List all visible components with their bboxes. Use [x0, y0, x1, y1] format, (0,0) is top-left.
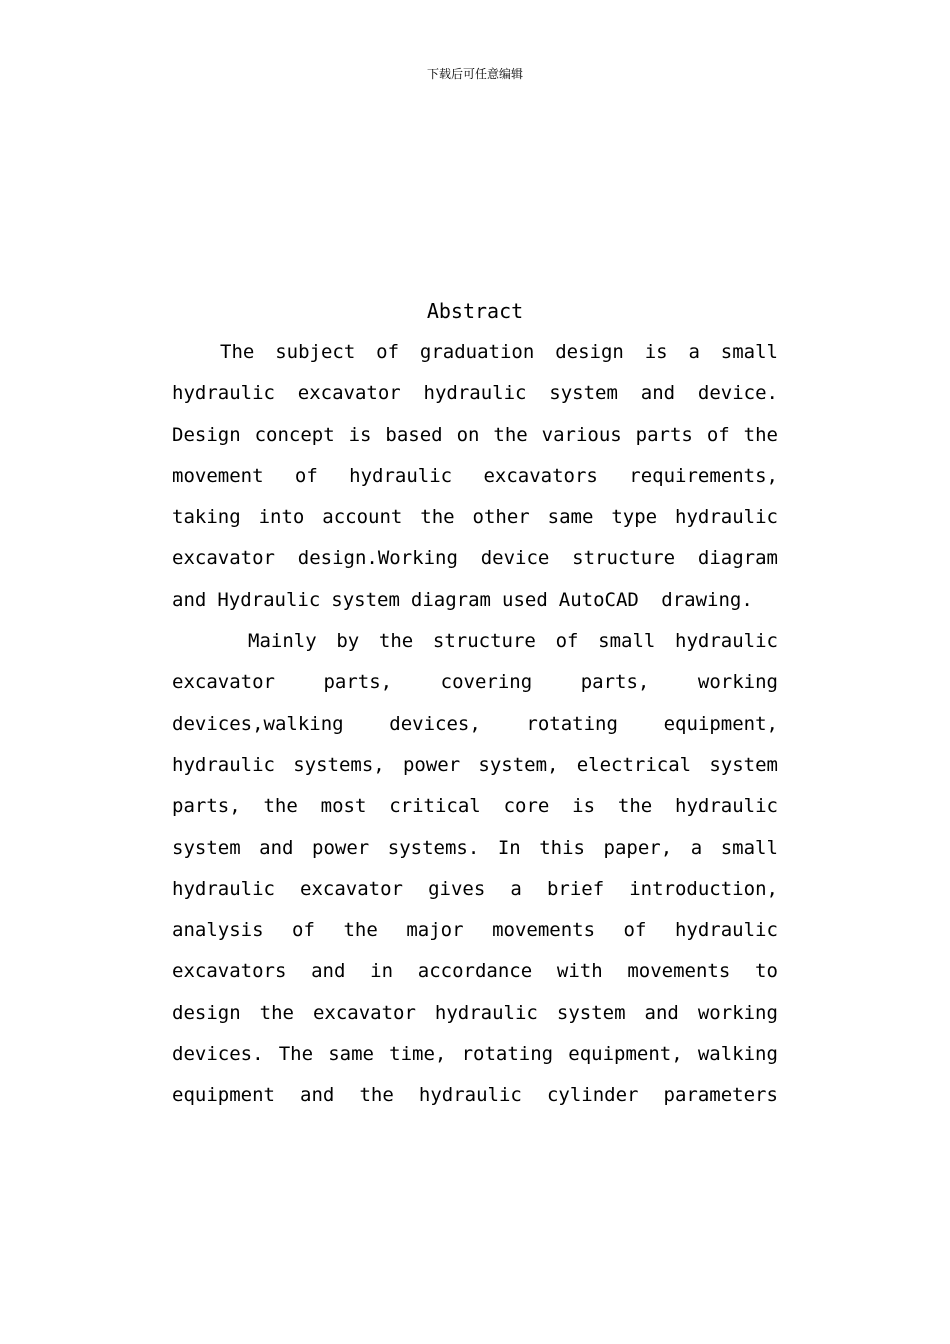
body-word: and — [300, 1084, 335, 1107]
body-word: core — [503, 795, 550, 818]
body-word: the — [343, 919, 378, 942]
body-word: design.Working — [297, 547, 458, 570]
body-word: hydraulic — [434, 1001, 538, 1024]
body-word: of — [555, 630, 579, 653]
body-word: covering — [440, 671, 533, 694]
body-word: excavator — [172, 671, 275, 694]
body-word: working — [697, 1001, 778, 1024]
body-word: excavators — [172, 960, 287, 983]
body-word: drawing. — [649, 588, 753, 611]
body-word: excavators — [483, 464, 598, 487]
body-word: equipment — [172, 1084, 275, 1107]
body-word: and — [640, 382, 676, 405]
body-word: a — [510, 877, 522, 900]
body-word: systems. — [387, 836, 480, 859]
body-word: equipment, — [568, 1043, 683, 1066]
body-word: devices. — [172, 1043, 264, 1066]
body-word: a — [690, 836, 703, 859]
body-word: and — [172, 588, 207, 611]
body-word: taking — [172, 506, 241, 529]
body-word: analysis — [172, 919, 264, 942]
body-word: hydraulic — [172, 753, 275, 776]
body-word: walking — [697, 1043, 778, 1066]
body-word: devices,walking — [172, 712, 344, 735]
body-word: system — [331, 588, 400, 611]
body-line — [172, 704, 778, 745]
body-word: gives — [428, 877, 486, 900]
body-word: brief — [546, 877, 605, 900]
body-word: various — [541, 423, 622, 446]
body-word: structure — [432, 630, 536, 653]
body-word: account — [322, 506, 403, 529]
body-word: paper, — [603, 836, 673, 859]
body-word: small — [598, 630, 656, 653]
body-word: system — [709, 753, 778, 776]
body-word: Design — [172, 423, 241, 446]
body-word: into — [258, 506, 305, 529]
body-word: system — [556, 1001, 626, 1024]
body-word: used — [502, 588, 548, 611]
body-word: small — [720, 836, 778, 859]
body-word: based — [385, 423, 443, 446]
body-word: with — [556, 960, 603, 983]
body-word: systems, — [293, 753, 385, 776]
body-word: other — [472, 506, 530, 529]
page-header-note: 下载后可任意编辑 — [426, 67, 523, 81]
body-word: working — [697, 671, 778, 694]
body-word: parameters — [663, 1084, 778, 1107]
body-word: hydraulic — [675, 795, 778, 818]
body-word: movement — [172, 464, 264, 487]
body-word: diagram — [410, 588, 491, 611]
body-line — [172, 910, 778, 951]
body-word: rotating — [526, 712, 618, 735]
body-line — [172, 456, 778, 497]
body-word: The — [278, 1043, 314, 1066]
body-word: the — [617, 795, 653, 818]
body-word: structure — [572, 547, 676, 570]
body-line — [172, 869, 778, 910]
body-word: Mainly — [248, 630, 317, 653]
body-line — [172, 1075, 778, 1116]
body-word: and — [311, 960, 346, 983]
body-line — [172, 1034, 778, 1075]
body-word: concept — [254, 423, 335, 446]
body-word: a — [688, 341, 700, 363]
body-word: the — [378, 630, 414, 653]
body-word: same — [328, 1043, 374, 1066]
body-word: accordance — [417, 960, 533, 983]
body-line — [172, 745, 778, 786]
body-word: devices, — [389, 712, 481, 735]
body-word: hydraulic — [172, 382, 275, 405]
body-line — [172, 662, 778, 703]
body-word: rotating — [461, 1043, 554, 1066]
body-word: same — [547, 506, 594, 529]
body-word: requirements, — [629, 464, 778, 487]
body-word: In — [497, 836, 521, 859]
body-word: and — [259, 836, 294, 859]
body-word: excavator — [297, 382, 401, 405]
body-word: the — [263, 795, 298, 818]
body-word: excavator — [172, 547, 275, 570]
body-word: to — [755, 960, 778, 983]
body-word: is — [572, 795, 596, 818]
body-line — [172, 993, 778, 1034]
body-word: subject — [275, 341, 356, 363]
body-line — [172, 415, 778, 456]
body-word: introduction, — [629, 877, 778, 900]
body-word: this — [539, 836, 585, 859]
body-word: parts, — [172, 795, 241, 818]
body-word: and — [644, 1001, 679, 1024]
body-word: of — [706, 423, 730, 446]
body-word: equipment, — [663, 712, 778, 735]
body-word: time, — [389, 1043, 447, 1066]
body-line — [172, 580, 778, 621]
body-word: hydraulic — [675, 506, 778, 529]
body-word: excavator — [300, 877, 403, 900]
body-word: hydraulic — [675, 630, 778, 653]
body-word: parts — [635, 423, 693, 446]
abstract-title: Abstract — [426, 299, 524, 323]
body-word: most — [320, 795, 367, 818]
body-word: the — [359, 1084, 394, 1107]
body-word: system — [172, 836, 241, 859]
body-word: device. — [697, 382, 778, 405]
body-word: major — [406, 919, 464, 942]
body-line — [172, 786, 778, 827]
body-word: the — [493, 423, 528, 446]
body-word: the — [259, 1001, 294, 1024]
body-line — [172, 828, 778, 869]
body-word: AutoCAD — [558, 588, 639, 611]
body-word: small — [720, 341, 778, 363]
abstract-body — [172, 332, 778, 1117]
body-word: type — [611, 506, 658, 529]
body-line — [172, 621, 778, 662]
body-word: electrical — [576, 753, 692, 776]
body-word: Hydraulic — [217, 588, 321, 611]
body-word: parts, — [323, 671, 393, 694]
body-word: excavator — [312, 1001, 416, 1024]
body-word: critical — [389, 795, 481, 818]
body-word: of — [292, 919, 315, 942]
body-word: diagram — [697, 547, 778, 570]
body-word: hydraulic — [418, 1084, 522, 1107]
body-word: power — [402, 753, 461, 776]
body-word: cylinder — [546, 1084, 639, 1107]
body-word: the — [743, 423, 778, 446]
body-word: hydraulic — [674, 919, 778, 942]
body-word: in — [370, 960, 394, 983]
body-word: design — [172, 1001, 241, 1024]
body-word: The — [220, 341, 255, 363]
body-word: of — [623, 919, 647, 942]
body-word: of — [376, 341, 400, 363]
body-word: by — [336, 630, 360, 653]
body-line — [172, 373, 778, 414]
body-word: the — [420, 506, 455, 529]
body-word: on — [456, 423, 480, 446]
body-word: movements — [492, 919, 596, 942]
body-word: parts, — [580, 671, 650, 694]
body-word: power — [312, 836, 370, 859]
body-word: graduation — [419, 341, 535, 363]
body-word: system — [549, 382, 618, 405]
body-word: hydraulic — [172, 877, 275, 900]
body-line — [172, 538, 778, 579]
body-word: hydraulic — [423, 382, 527, 405]
body-word: of — [294, 464, 318, 487]
body-word: design — [555, 341, 624, 363]
body-word: system, — [478, 753, 559, 776]
body-word: is — [644, 341, 668, 363]
body-line — [172, 332, 778, 373]
body-word: is — [348, 423, 372, 446]
body-word: movements — [627, 960, 731, 983]
body-line — [172, 951, 778, 992]
body-word: hydraulic — [349, 464, 453, 487]
body-line — [172, 497, 778, 538]
body-word: device — [480, 547, 550, 570]
